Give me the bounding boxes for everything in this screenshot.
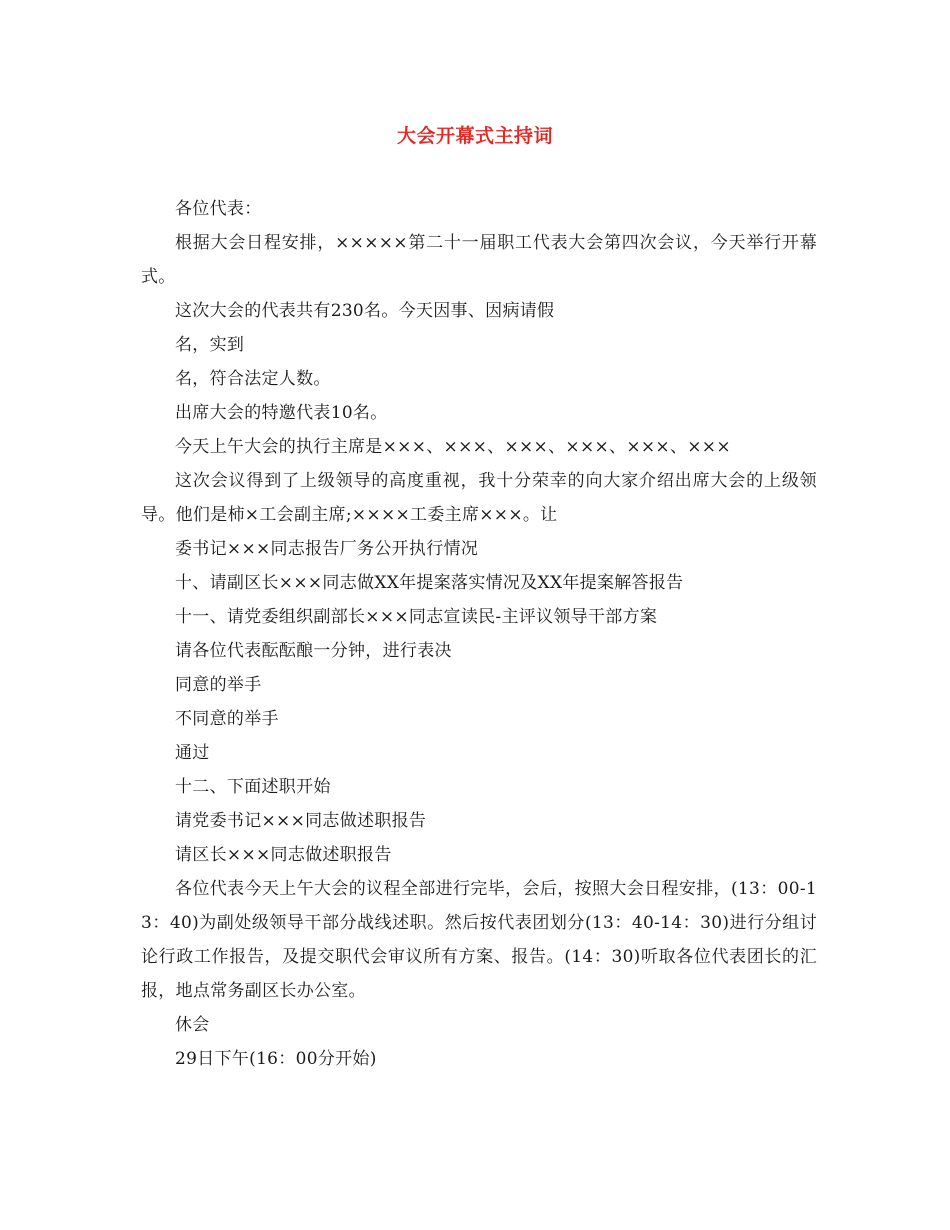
paragraph: 根据大会日程安排，×××××第二十一届职工代表大会第四次会议，今天举行开幕式。 [141, 233, 817, 287]
paragraph: 这次会议得到了上级领导的高度重视，我十分荣幸的向大家介绍出席大会的上级领导。他们是柿×工会副主席;××××工委主席×××。让 [141, 471, 817, 525]
paragraph: 各位代表： [175, 199, 262, 219]
paragraph: 同意的举手 [175, 675, 262, 695]
paragraph: 十二、下面述职开始 [175, 777, 331, 797]
paragraph: 名，实到 [175, 335, 245, 355]
paragraph: 不同意的举手 [175, 709, 279, 729]
paragraph: 这次大会的代表共有230名。今天因事、因病请假 [175, 301, 555, 321]
paragraph: 休会 [175, 1015, 210, 1035]
paragraph: 通过 [175, 743, 210, 763]
paragraph: 今天上午大会的执行主席是×××、×××、×××、×××、×××、××× [175, 437, 731, 457]
paragraph: 出席大会的特邀代表10名。 [175, 403, 388, 423]
document-title: 大会开幕式主持词 [396, 125, 553, 147]
paragraph: 名，符合法定人数。 [175, 369, 331, 389]
paragraph: 请区长×××同志做述职报告 [175, 845, 392, 865]
paragraph: 各位代表今天上午大会的议程全部进行完毕，会后，按照大会日程安排，(13：00-13：40)为副处级领导干部分战线述职。然后按代表团划分(13：40-14：30)进行分组讨论行政工作报告，及提交职代会审议所有方案、报告。(14：30)听取各位代表团长的汇报，地点常务副区长办公室。 [141, 879, 817, 1001]
paragraph: 十、请副区长×××同志做XX年提案落实情况及XX年提案解答报告 [175, 573, 684, 593]
document-body [141, 192, 817, 1076]
paragraph: 请党委书记×××同志做述职报告 [175, 811, 427, 831]
paragraph: 29日下午(16：00分开始) [175, 1049, 377, 1069]
paragraph: 委书记×××同志报告厂务公开执行情况 [175, 539, 479, 559]
paragraph: 十一、请党委组织副部长×××同志宣读民-主评议领导干部方案 [175, 607, 658, 627]
paragraph: 请各位代表酝酝酿一分钟，进行表决 [175, 641, 452, 661]
